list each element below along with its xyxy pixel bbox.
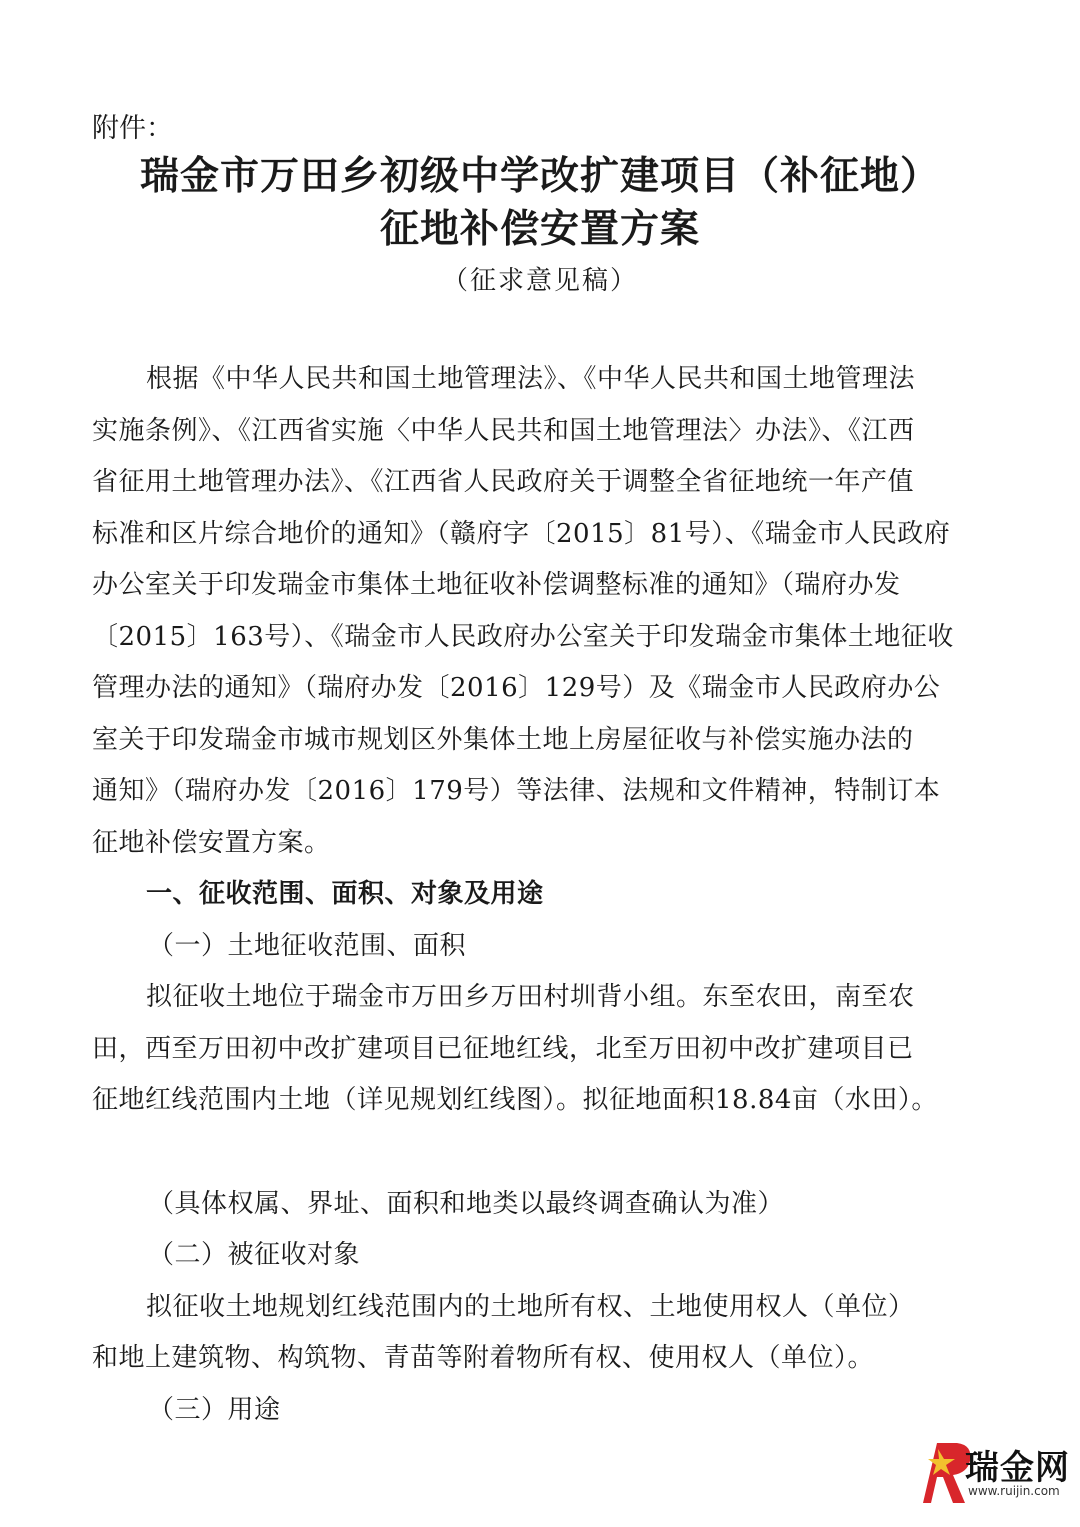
attachment-label: 附件： bbox=[92, 113, 173, 144]
paragraph-line: 根据《中华人民共和国土地管理法》、《中华人民共和国土地管理法 bbox=[146, 364, 916, 394]
paragraph-line: 实施条例》、《江西省实施〈中华人民共和国土地管理法〉办法》、《江西 bbox=[92, 415, 915, 446]
paragraph-line: 标准和区片综合地价的通知》（赣府字〔2015〕81号）、《瑞金市人民政府 bbox=[92, 518, 951, 549]
subsection-heading: （三）用途 bbox=[148, 1394, 281, 1425]
watermark-name: 瑞金网 bbox=[965, 1448, 1070, 1488]
paragraph-line: 田，西至万田初中改扩建项目已征地红线，北至万田初中改扩建项目已 bbox=[92, 1033, 914, 1064]
note-line: （具体权属、界址、面积和地类以最终调查确认为准） bbox=[148, 1188, 785, 1219]
paragraph-line: 和地上建筑物、构筑物、青苗等附着物所有权、使用权人（单位）。 bbox=[92, 1343, 875, 1373]
paragraph-line: 省征用土地管理办法》、《江西省人民政府关于调整全省征地统一年产值 bbox=[92, 467, 915, 497]
subsection-heading: （二）被征收对象 bbox=[148, 1240, 361, 1270]
spacer bbox=[92, 1127, 992, 1179]
paragraph-line: 征地补偿安置方案。 bbox=[92, 827, 331, 858]
paragraph-line: 管理办法的通知》（瑞府办发〔2016〕129号）及《瑞金市人民政府办公 bbox=[92, 673, 941, 703]
subsection-heading: （一）土地征收范围、面积 bbox=[148, 930, 467, 961]
paragraph-line: 拟征收土地位于瑞金市万田乡万田村圳背小组。东至农田，南至农 bbox=[146, 982, 915, 1012]
paragraph-line: 办公室关于印发瑞金市集体土地征收补偿调整标准的通知》（瑞府办发 bbox=[92, 570, 901, 600]
section-heading: 一、征收范围、面积、对象及用途 bbox=[146, 879, 544, 909]
document-title-line2: 征地补偿安置方案 bbox=[379, 207, 700, 252]
paragraph-line: 室关于印发瑞金市城市规划区外集体土地上房屋征收与补偿实施办法的 bbox=[92, 724, 914, 755]
document-body bbox=[92, 354, 992, 1436]
watermark-url: www.ruijin.com bbox=[968, 1484, 1060, 1498]
paragraph-line: 通知》（瑞府办发〔2016〕179号）等法律、法规和文件精神，特制订本 bbox=[92, 776, 941, 806]
document-subtitle: （征求意见稿） bbox=[441, 266, 638, 296]
paragraph-line: 〔2015〕163号）、《瑞金市人民政府办公室关于印发瑞金市集体土地征收 bbox=[92, 621, 954, 652]
paragraph-line: 征地红线范围内土地（详见规划红线图）。拟征地面积18.84亩（水田）。 bbox=[92, 1085, 938, 1115]
document-title-line1: 瑞金市万田乡初级中学改扩建项目（补征地） bbox=[139, 154, 940, 199]
paragraph-line: 拟征收土地规划红线范围内的土地所有权、土地使用权人（单位） bbox=[146, 1291, 915, 1322]
